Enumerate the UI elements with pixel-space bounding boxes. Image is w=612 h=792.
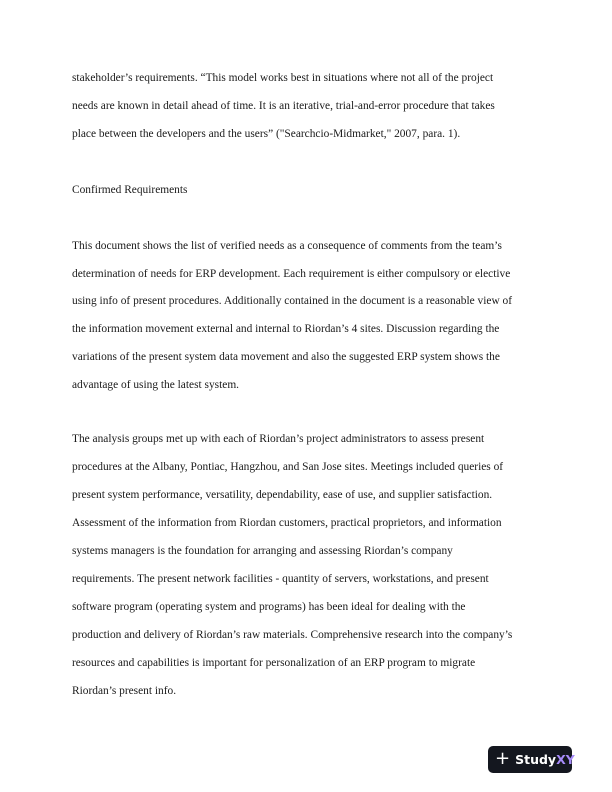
paragraph-3-line: procedures at the Albany, Pontiac, Hangzhou, and San Jose sites. Meetings included queries of [72, 461, 504, 473]
paragraph-2-line: advantage of using the latest system. [72, 379, 240, 391]
paragraph-3-line: Assessment of the information from Riordan customers, practical proprietors, and information [72, 517, 502, 529]
logo-text-accent: XY [556, 752, 575, 767]
paragraph-1-line: needs are known in detail ahead of time. It is an iterative, trial-and-error procedure that takes [72, 100, 495, 112]
paragraph-3-line: systems managers is the foundation for arranging and assessing Riordan’s company [72, 545, 453, 557]
plus-icon: + [495, 748, 511, 769]
paragraph-3-line: resources and capabilities is important for personalization of an ERP program to migrate [72, 657, 476, 669]
paragraph-3-line: production and delivery of Riordan’s raw materials. Comprehensive research into the company’s [72, 629, 513, 641]
section-heading: Confirmed Requirements [72, 184, 188, 196]
paragraph-3-line: present system performance, versatility, dependability, ease of use, and supplier satisfaction. [72, 489, 493, 501]
paragraph-2-line: determination of needs for ERP development. Each requirement is either compulsory or elective [72, 268, 511, 280]
logo-text-main: Study [515, 752, 557, 767]
paragraph-3-line: software program (operating system and programs) has been ideal for dealing with the [72, 601, 466, 613]
paragraph-1-line: place between the developers and the users” ("Searchcio-Midmarket," 2007, para. 1). [72, 128, 461, 140]
paragraph-1-line: stakeholder’s requirements. “This model works best in situations where not all of the project [72, 72, 494, 84]
paragraph-3-line: The analysis groups met up with each of Riordan’s project administrators to assess present [72, 433, 485, 445]
studyxy-logo [488, 746, 575, 773]
paragraph-2-line: using info of present procedures. Additionally contained in the document is a reasonable view of [72, 295, 513, 307]
paragraph-3-line: Riordan’s present info. [72, 685, 177, 697]
paragraph-2-line: variations of the present system data movement and also the suggested ERP system shows the [72, 351, 500, 363]
paragraph-2-line: the information movement external and internal to Riordan’s 4 sites. Discussion regarding the [72, 323, 500, 335]
paragraph-2-line: This document shows the list of verified needs as a consequence of comments from the team’s [72, 240, 502, 252]
paragraph-3-line: requirements. The present network facilities - quantity of servers, workstations, and present [72, 573, 489, 585]
